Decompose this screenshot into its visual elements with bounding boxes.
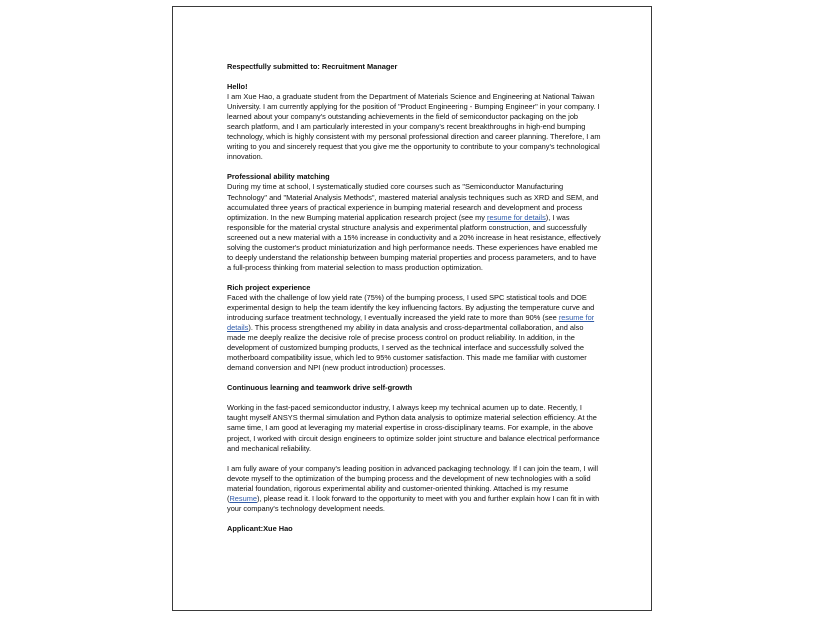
section-title-continuous-learning: Continuous learning and teamwork drive self-growth xyxy=(227,383,413,393)
intro-paragraph: I am Xue Hao, a graduate student from the Department of Materials Science and Engineering at National Taiwan University. I am currently applying for the position of "Product Engineering - Bumping Engineer" in your company. I learned about your company's outstanding achievements in the field of semiconductor packaging on the job search platform, and I am particularly interested in your company's recent breakthroughs in high-end bumping technology, which is highly consistent with my personal professional direction and career planning. Therefore, I am writing to you and sincerely request that you give me the opportunity to contribute to your company's technological innovation. xyxy=(227,92,601,162)
section-title-professional-ability: Professional ability matching xyxy=(227,172,330,182)
professional-ability-text-1: During my time at school, I systematically studied core courses such as "Semiconductor Manufacturing Technology" and "Material Analysis Methods", mastered material analysis techniques such as XRD and SEM, and accumulated three years of practical experience in bumping material research and development and process optimization. In the new Bumping material application research project (see my xyxy=(227,182,599,222)
project-experience-text-1: Faced with the challenge of low yield rate (75%) of the bumping process, I used SPC statistical tools and DOE experimental design to help the team identify the key influencing factors. By adjusting the temperature curve and introducing surface treatment technology, I eventually increased the yield rate to more than 90% (see xyxy=(227,292,595,323)
continuous-learning-paragraph: Working in the fast-paced semiconductor industry, I always keep my technical acumen up to date. Recently, I taught myself ANSYS thermal simulation and Python data analysis to optimize material selection efficiency. At the same time, I am good at leveraging my material expertise in cross-disciplinary teams. For example, in the above project, I worked with circuit design engineers to optimize solder joint structure and balance electrical performance and mechanical reliability. xyxy=(227,403,600,453)
project-experience-text-2: ). This process strengthened my ability in data analysis and cross-departmental collaboration, and also made me deeply realize the decisive role of precise process control on product reliability. In addition, in the development of customized bumping products, I served as the technical interface and successfully solved the motherboard compatibility issue, which led to 95% customer satisfaction. This made me familiar with customer demand conversion and NPI (new product introduction) processes. xyxy=(227,323,587,373)
professional-ability-text-2: ), I was responsible for the material crystal structure analysis and experimental platform construction, and successfully screened out a new material with a 15% increase in conductivity and a 20% increase in heat resistance, effectively solving the customer's product miniaturization and high performance needs. These experiences have enabled me to deeply understand the relationship between bumping material properties and process parameters, and to have a full-process thinking from material selection to mass production optimization. xyxy=(227,212,601,272)
resume-link[interactable]: Resume xyxy=(229,493,257,503)
closing-paragraph xyxy=(227,464,601,514)
professional-ability-paragraph xyxy=(227,182,601,272)
submitted-to-line: Respectfully submitted to: Recruitment Manager xyxy=(227,62,398,71)
resume-details-link-2[interactable]: resume for details xyxy=(227,313,595,333)
resume-details-link-1[interactable]: resume for details xyxy=(487,212,546,222)
document-page xyxy=(172,6,652,611)
greeting: Hello! xyxy=(227,82,248,92)
project-experience-paragraph xyxy=(227,293,601,373)
applicant-signature: Applicant:Xue Hao xyxy=(227,523,293,533)
closing-text-2: ), please read it. I look forward to the opportunity to meet with you and further explain how I can fit in with your company's technology development needs. xyxy=(227,493,600,513)
cover-letter-body xyxy=(227,62,601,534)
closing-text-1: I am fully aware of your company's leading position in advanced packaging technology. If I can join the team, I will devote myself to the optimization of the bumping process and the development of new technologies with a solid material foundation, rigorous experimental ability and customer-oriented thinking. Attached is my resume ( xyxy=(227,463,599,503)
section-title-project-experience: Rich project experience xyxy=(227,282,311,292)
